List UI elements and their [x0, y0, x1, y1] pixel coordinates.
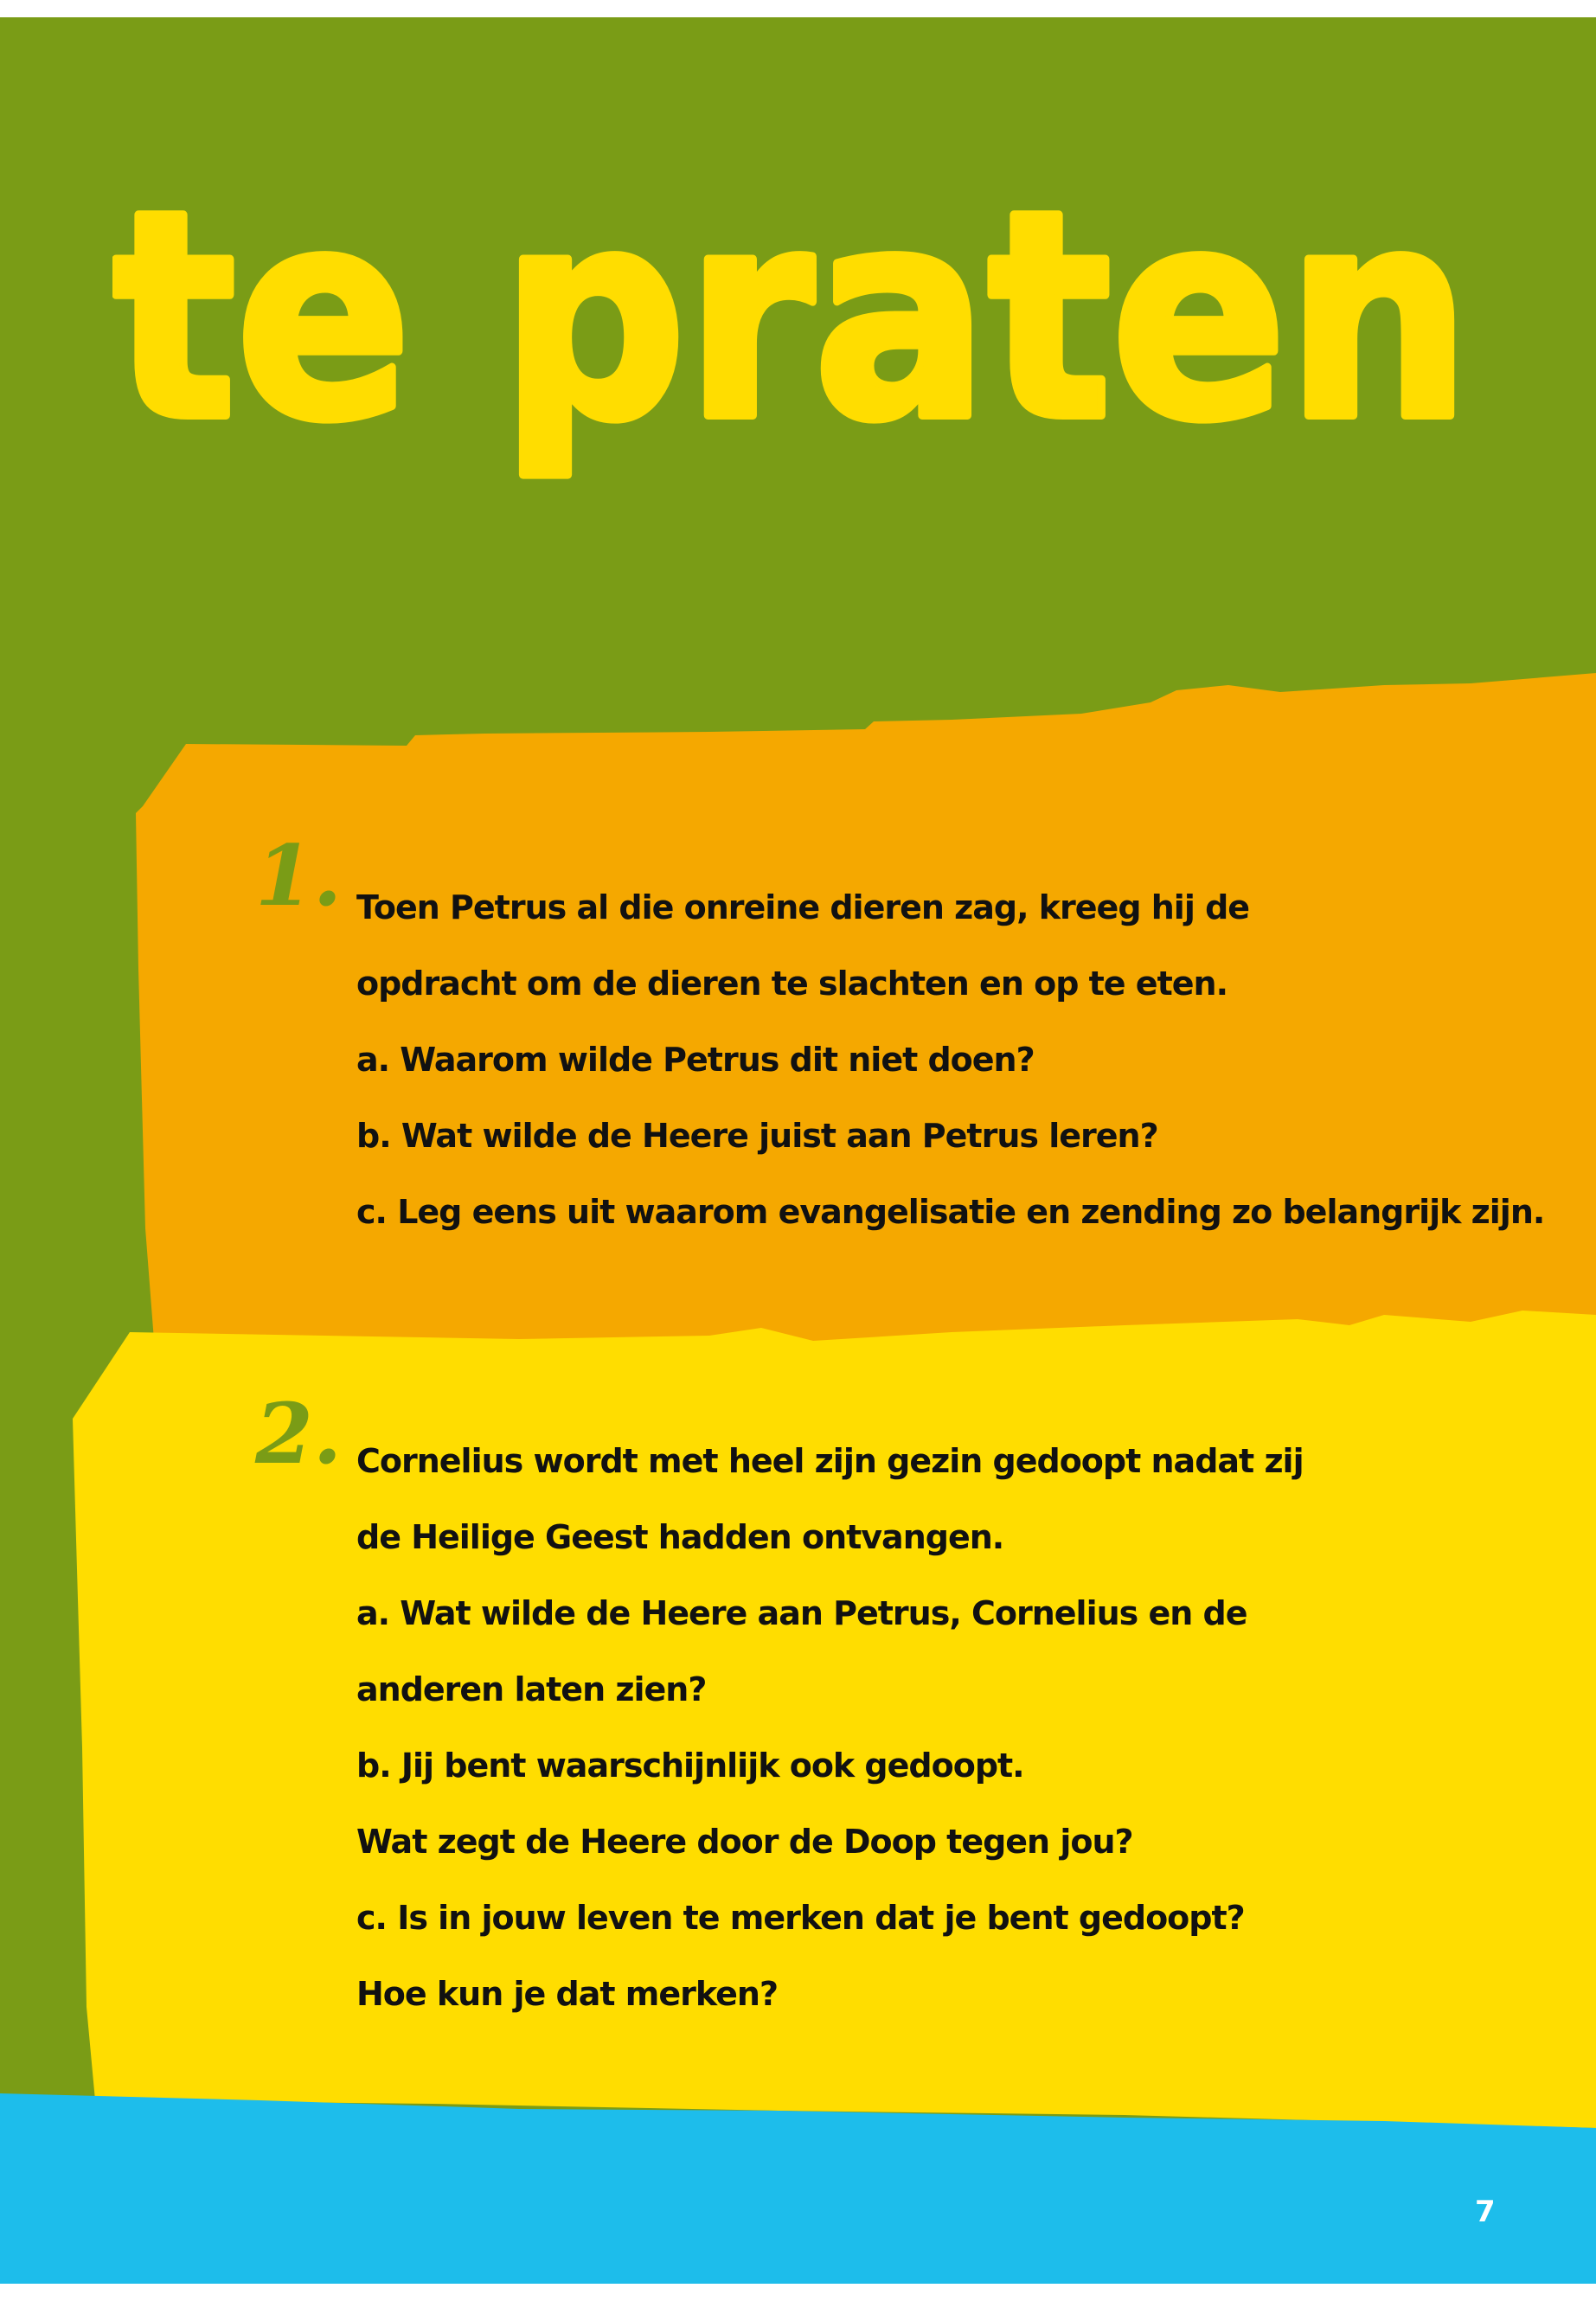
question-line: c. Is in jouw leven te merken dat je bent gedoopt? — [356, 1899, 1245, 1937]
question-line: a. Wat wilde de Heere aan Petrus, Cornelius en de — [356, 1594, 1247, 1632]
question-line: opdracht om de dieren te slachten en op te eten. — [356, 965, 1228, 1003]
question-line: Cornelius wordt met heel zijn gezin gedoopt nadat zij — [356, 1442, 1304, 1480]
question-line: b. Jij bent waarschijnlijk ook gedoopt. — [356, 1747, 1024, 1785]
question-line: a. Waarom wilde Petrus dit niet doen? — [356, 1041, 1035, 1079]
blue-band — [0, 2093, 1596, 2284]
question-line: anderen laten zien? — [356, 1670, 707, 1708]
page — [0, 17, 1596, 2284]
question-line: de Heilige Geest hadden ontvangen. — [356, 1518, 1004, 1556]
question-line: c. Leg eens uit waarom evangelisatie en zending zo belangrijk zijn. — [356, 1193, 1545, 1231]
question-line: b. Wat wilde de Heere juist aan Petrus leren? — [356, 1117, 1158, 1155]
question-line: Wat zegt de Heere door de Doop tegen jou? — [356, 1823, 1133, 1861]
question-number-2: 2. — [255, 1385, 343, 1483]
question-1-text — [356, 869, 1544, 1250]
page-title-text: te praten — [112, 156, 1471, 483]
question-number-1: 1. — [255, 827, 343, 925]
question-line: Toen Petrus al die onreine dieren zag, kreeg hij de — [356, 888, 1250, 926]
page-number: 7 — [1475, 2195, 1496, 2229]
question-line: Hoe kun je dat merken? — [356, 1975, 779, 2013]
page-title — [112, 156, 1497, 640]
question-2-text — [356, 1423, 1304, 2032]
